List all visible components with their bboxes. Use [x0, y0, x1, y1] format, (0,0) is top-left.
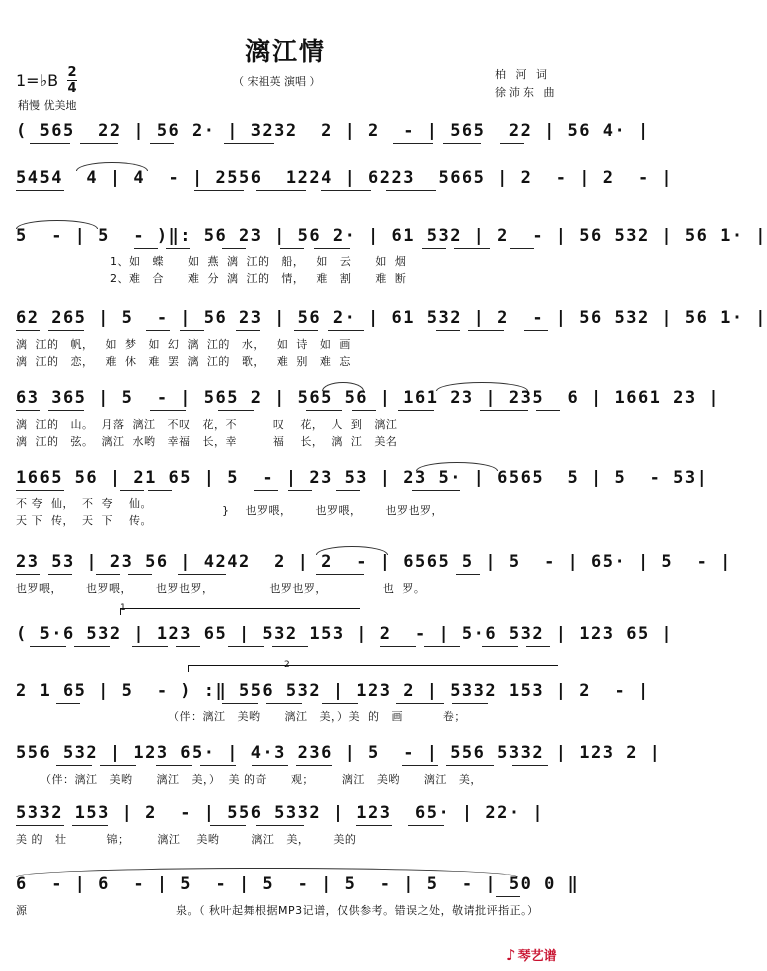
- tempo-marking: 稍慢 优美地: [18, 99, 77, 112]
- staff-notes: 5454 4 | 4 - | 2556 1224 | 6223 5665 | 2 - | 2 - |: [16, 168, 674, 188]
- lyric-verse-1: 不 夸 仙， 不 夸 仙。: [16, 497, 152, 510]
- lyric-verse-2: 漓 江的 恋， 难 休 难 罢 漓 江的 歌， 难 别 难 忘: [16, 355, 351, 368]
- staff-line-2: [16, 162, 674, 196]
- staff-notes: 2 1 65 | 5 - ) :‖ 556 532 | 123 2 | 5332 153 | 2 - |: [16, 681, 650, 701]
- lyric-verse-2: 2、难 合 难 分 漓 江的 情， 难 割 难 断: [110, 272, 407, 285]
- staff-line-5: [16, 382, 721, 416]
- staff-notes: 5332 153 | 2 - | 556 5332 | 123 65· | 22· |: [16, 803, 545, 823]
- staff-line-12: [16, 868, 580, 902]
- lyric-verse-2: 天 下 传， 天 下 传。: [16, 514, 152, 527]
- lyricist-credit: 柏 河 词: [495, 68, 550, 81]
- staff-notes: 63 365 | 5 - | 565 2 | 565 56 | 161 23 | 235 6 | 1661 23 |: [16, 388, 721, 408]
- first-ending-number: 1: [120, 603, 126, 613]
- staff-notes: 62 265 | 5 - | 56 23 | 56 2· | 61 532 | 2 - | 56 532 | 56 1· |: [16, 308, 767, 328]
- staff-line-6: [16, 462, 709, 496]
- second-ending-bracket: [188, 665, 558, 666]
- staff-line-3: [16, 220, 767, 254]
- lyric-refrain: 美 的 壮 锦； 漓江 美哟 漓江 美， 美的: [16, 833, 357, 846]
- staff-line-10: [16, 737, 662, 771]
- lyric-refrain: 也罗喂， 也罗喂， 也罗也罗， 也罗也罗， 也 罗。: [16, 582, 426, 595]
- staff-line-9: [16, 675, 650, 709]
- lyric-refrain: （伴：漓江 美哟 漓江 美，） 美 的奇 观； 漓江 美哟 漓江 美，: [40, 773, 482, 786]
- performer-subtitle: （ 宋祖英 演唱 ）: [233, 75, 321, 88]
- staff-line-1: [16, 115, 650, 149]
- lyric-verse-1: 1、如 蝶 如 燕 漓 江的 船， 如 云 如 烟: [110, 255, 407, 268]
- lyric-verse-2: 漓 江的 弦。 漓江 水哟 幸福 长，幸 福 长， 漓 江 美名: [16, 435, 398, 448]
- time-signature-top: 2: [67, 65, 77, 80]
- staff-notes: ( 5·6 532 | 123 65 | 532 153 | 2 - | 5·6 532 | 123 65 |: [16, 624, 674, 644]
- staff-notes: ( 565 22 | 56 2· | 3232 2 | 2 - | 565 22 | 56 4· |: [16, 121, 650, 141]
- time-signature-bottom: 4: [67, 81, 77, 96]
- time-signature: [67, 66, 77, 95]
- key-signature: 1=♭B: [16, 71, 59, 90]
- music-note-icon: ♪: [506, 946, 516, 964]
- staff-line-8: [16, 618, 674, 652]
- song-title: 漓江情: [245, 37, 327, 66]
- staff-notes: 23 53 | 23 56 | 4242 2 | 2 - | 6565 5 | 5 - | 65· | 5 - |: [16, 552, 732, 572]
- second-ending-number: 2: [284, 660, 290, 670]
- staff-notes: 5 - | 5 - )‖: 56 23 | 56 2· | 61 532 | 2 - | 56 532 | 56 1· |: [16, 226, 767, 246]
- lyric-final: 源: [16, 904, 28, 917]
- lyric-refrain: （伴：漓江 美哟 漓江 美，）美 的 画 卷；: [168, 710, 466, 723]
- composer-credit: 徐沛东 曲: [495, 86, 558, 99]
- staff-notes: 6 - | 6 - | 5 - | 5 - | 5 - | 5 - | 50 0 ‖: [16, 874, 580, 894]
- first-ending-bracket: [120, 608, 360, 609]
- staff-notes: 556 532 | 123 65· | 4·3 236 | 5 - | 556 5332 | 123 2 |: [16, 743, 662, 763]
- transcription-note: 泉。（ 秋叶起舞根据MP3记谱，仅供参考。错误之处，敬请批评指正。）: [176, 904, 539, 917]
- lyric-verse-1: 漓 江的 山。 月落 漓江 不叹 花，不 叹 花， 人 到 漓江: [16, 418, 398, 431]
- staff-notes: 1665 56 | 21 65 | 5 - | 23 53 | 23 5· | 6565 5 | 5 - 53|: [16, 468, 709, 488]
- lyric-refrain: } 也罗喂， 也罗喂， 也罗也罗，: [222, 504, 443, 517]
- staff-line-4: [16, 302, 767, 336]
- watermark-logo: [506, 945, 557, 964]
- staff-line-11: [16, 797, 566, 831]
- staff-line-7: [16, 546, 732, 580]
- lyric-verse-1: 漓 江的 帆， 如 梦 如 幻 漓 江的 水， 如 诗 如 画: [16, 338, 351, 351]
- watermark-text: 琴艺谱: [517, 949, 557, 964]
